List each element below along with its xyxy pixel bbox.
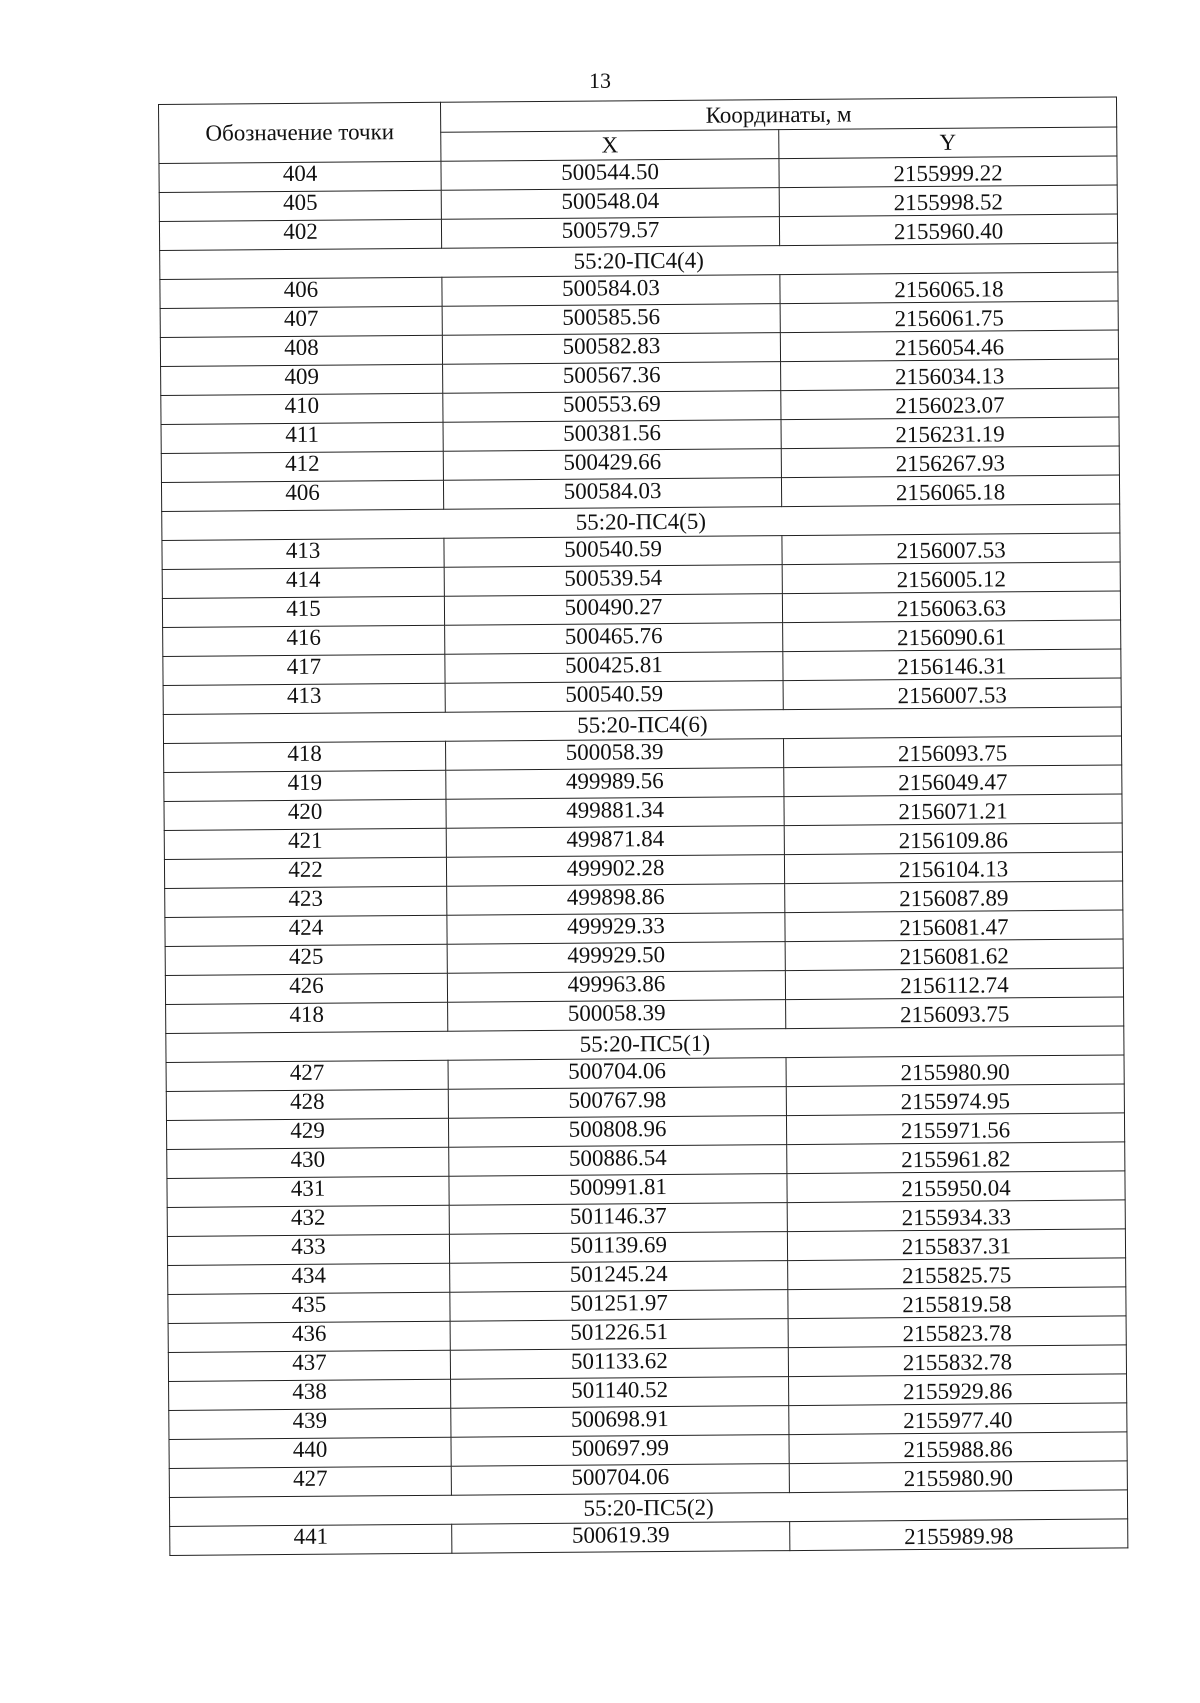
x-coordinate-cell: 501146.37 bbox=[449, 1203, 787, 1235]
y-coordinate-cell: 2156087.89 bbox=[785, 881, 1123, 913]
point-id-cell: 404 bbox=[159, 161, 441, 192]
y-coordinate-cell: 2156007.53 bbox=[783, 678, 1121, 710]
point-id-cell: 425 bbox=[165, 944, 447, 975]
x-coordinate-cell: 500058.39 bbox=[448, 1000, 786, 1032]
point-id-cell: 424 bbox=[165, 915, 447, 946]
x-coordinate-cell: 500553.69 bbox=[443, 391, 781, 423]
point-id-cell: 418 bbox=[166, 1002, 448, 1033]
x-coordinate-cell: 499989.56 bbox=[446, 768, 784, 800]
point-id-cell: 438 bbox=[169, 1379, 451, 1410]
x-coordinate-cell: 501133.62 bbox=[450, 1348, 788, 1380]
y-coordinate-cell: 2156109.86 bbox=[784, 823, 1122, 855]
point-id-cell: 421 bbox=[164, 828, 446, 859]
y-coordinate-cell: 2156007.53 bbox=[782, 533, 1120, 565]
section-label: 55:20-ПС4(5) bbox=[162, 504, 1120, 541]
y-coordinate-cell: 2155998.52 bbox=[779, 185, 1117, 217]
point-id-cell: 407 bbox=[160, 306, 442, 337]
y-coordinate-cell: 2155961.82 bbox=[787, 1142, 1125, 1174]
point-id-cell: 410 bbox=[161, 393, 443, 424]
point-id-cell: 412 bbox=[161, 451, 443, 482]
y-coordinate-cell: 2156063.63 bbox=[782, 591, 1120, 623]
y-coordinate-cell: 2156049.47 bbox=[784, 765, 1122, 797]
table-body bbox=[159, 156, 1128, 1555]
y-coordinate-cell: 2155974.95 bbox=[786, 1084, 1124, 1116]
point-id-cell: 437 bbox=[168, 1350, 450, 1381]
point-id-cell: 413 bbox=[162, 538, 444, 569]
point-id-cell: 415 bbox=[162, 596, 444, 627]
point-id-cell: 435 bbox=[168, 1292, 450, 1323]
y-coordinate-cell: 2155999.22 bbox=[779, 156, 1117, 188]
x-coordinate-cell: 501140.52 bbox=[451, 1377, 789, 1409]
y-coordinate-cell: 2156065.18 bbox=[781, 475, 1119, 507]
x-coordinate-cell: 500698.91 bbox=[451, 1406, 789, 1438]
y-coordinate-cell: 2156065.18 bbox=[780, 272, 1118, 304]
point-id-cell: 406 bbox=[161, 480, 443, 511]
x-coordinate-cell: 499881.34 bbox=[446, 797, 784, 829]
y-coordinate-cell: 2155950.04 bbox=[787, 1171, 1125, 1203]
y-coordinate-cell: 2155980.90 bbox=[786, 1055, 1124, 1087]
point-id-cell: 427 bbox=[166, 1060, 448, 1091]
x-coordinate-cell: 499871.84 bbox=[446, 826, 784, 858]
section-label: 55:20-ПС5(1) bbox=[166, 1026, 1124, 1063]
x-coordinate-cell: 500490.27 bbox=[444, 594, 782, 626]
y-coordinate-cell: 2156081.47 bbox=[785, 910, 1123, 942]
x-coordinate-cell: 501251.97 bbox=[450, 1290, 788, 1322]
y-coordinate-cell: 2156061.75 bbox=[780, 301, 1118, 333]
y-coordinate-cell: 2155819.58 bbox=[788, 1287, 1126, 1319]
x-coordinate-cell: 500425.81 bbox=[445, 652, 783, 684]
y-coordinate-cell: 2156093.75 bbox=[784, 736, 1122, 768]
y-coordinate-cell: 2156146.31 bbox=[783, 649, 1121, 681]
point-id-cell: 416 bbox=[163, 625, 445, 656]
y-coordinate-cell: 2155823.78 bbox=[788, 1316, 1126, 1348]
x-coordinate-cell: 499963.86 bbox=[447, 971, 785, 1003]
y-coordinate-cell: 2155960.40 bbox=[779, 214, 1117, 246]
x-coordinate-cell: 500886.54 bbox=[449, 1145, 787, 1177]
header-point-designation: Обозначение точки bbox=[159, 102, 441, 163]
point-id-cell: 406 bbox=[160, 277, 442, 308]
x-coordinate-cell: 501226.51 bbox=[450, 1319, 788, 1351]
x-coordinate-cell: 499898.86 bbox=[447, 884, 785, 916]
x-coordinate-cell: 500579.57 bbox=[441, 217, 779, 249]
section-label: 55:20-ПС4(6) bbox=[163, 707, 1121, 744]
point-id-cell: 440 bbox=[169, 1437, 451, 1468]
y-coordinate-cell: 2156054.46 bbox=[780, 330, 1118, 362]
point-id-cell: 428 bbox=[166, 1089, 448, 1120]
page-number: 13 bbox=[589, 68, 611, 93]
point-id-cell: 433 bbox=[167, 1234, 449, 1265]
point-id-cell: 417 bbox=[163, 654, 445, 685]
header-y: Y bbox=[779, 127, 1117, 159]
x-coordinate-cell: 500991.81 bbox=[449, 1174, 787, 1206]
table-row bbox=[170, 1519, 1128, 1556]
x-coordinate-cell: 500704.06 bbox=[451, 1464, 789, 1496]
y-coordinate-cell: 2156005.12 bbox=[782, 562, 1120, 594]
header-coordinates: Координаты, м bbox=[440, 97, 1116, 132]
point-id-cell: 411 bbox=[161, 422, 443, 453]
point-id-cell: 413 bbox=[163, 683, 445, 714]
point-id-cell: 420 bbox=[164, 799, 446, 830]
x-coordinate-cell: 500544.50 bbox=[441, 159, 779, 191]
y-coordinate-cell: 2155980.90 bbox=[789, 1461, 1127, 1493]
x-coordinate-cell: 500619.39 bbox=[452, 1522, 790, 1554]
x-coordinate-cell: 500808.96 bbox=[448, 1116, 786, 1148]
x-coordinate-cell: 499929.33 bbox=[447, 913, 785, 945]
section-label: 55:20-ПС4(4) bbox=[160, 243, 1118, 280]
x-coordinate-cell: 500539.54 bbox=[444, 565, 782, 597]
y-coordinate-cell: 2156112.74 bbox=[785, 968, 1123, 1000]
point-id-cell: 418 bbox=[164, 741, 446, 772]
table-header bbox=[159, 97, 1117, 164]
point-id-cell: 432 bbox=[167, 1205, 449, 1236]
x-coordinate-cell: 500582.83 bbox=[442, 333, 780, 365]
y-coordinate-cell: 2155971.56 bbox=[786, 1113, 1124, 1145]
point-id-cell: 405 bbox=[159, 190, 441, 221]
y-coordinate-cell: 2156231.19 bbox=[781, 417, 1119, 449]
point-id-cell: 414 bbox=[162, 567, 444, 598]
point-id-cell: 427 bbox=[169, 1466, 451, 1497]
x-coordinate-cell: 500567.36 bbox=[443, 362, 781, 394]
x-coordinate-cell: 500540.59 bbox=[444, 536, 782, 568]
y-coordinate-cell: 2156081.62 bbox=[785, 939, 1123, 971]
x-coordinate-cell: 500058.39 bbox=[446, 739, 784, 771]
point-id-cell: 422 bbox=[164, 857, 446, 888]
y-coordinate-cell: 2155989.98 bbox=[790, 1519, 1128, 1551]
section-label: 55:20-ПС5(2) bbox=[169, 1490, 1127, 1527]
x-coordinate-cell: 500585.56 bbox=[442, 304, 780, 336]
x-coordinate-cell: 500584.03 bbox=[442, 275, 780, 307]
y-coordinate-cell: 2156071.21 bbox=[784, 794, 1122, 826]
x-coordinate-cell: 501139.69 bbox=[449, 1232, 787, 1264]
point-id-cell: 441 bbox=[170, 1524, 452, 1555]
point-id-cell: 430 bbox=[167, 1147, 449, 1178]
x-coordinate-cell: 500767.98 bbox=[448, 1087, 786, 1119]
x-coordinate-cell: 500429.66 bbox=[443, 449, 781, 481]
x-coordinate-cell: 500540.59 bbox=[445, 681, 783, 713]
point-id-cell: 402 bbox=[159, 219, 441, 250]
point-id-cell: 426 bbox=[165, 973, 447, 1004]
point-id-cell: 409 bbox=[161, 364, 443, 395]
point-id-cell: 431 bbox=[167, 1176, 449, 1207]
point-id-cell: 408 bbox=[160, 335, 442, 366]
y-coordinate-cell: 2155934.33 bbox=[787, 1200, 1125, 1232]
y-coordinate-cell: 2155977.40 bbox=[789, 1403, 1127, 1435]
x-coordinate-cell: 500381.56 bbox=[443, 420, 781, 452]
y-coordinate-cell: 2156267.93 bbox=[781, 446, 1119, 478]
y-coordinate-cell: 2156104.13 bbox=[784, 852, 1122, 884]
x-coordinate-cell: 499929.50 bbox=[447, 942, 785, 974]
y-coordinate-cell: 2155825.75 bbox=[788, 1258, 1126, 1290]
y-coordinate-cell: 2156090.61 bbox=[783, 620, 1121, 652]
point-id-cell: 423 bbox=[165, 886, 447, 917]
x-coordinate-cell: 500465.76 bbox=[445, 623, 783, 655]
x-coordinate-cell: 500548.04 bbox=[441, 188, 779, 220]
point-id-cell: 419 bbox=[164, 770, 446, 801]
y-coordinate-cell: 2155832.78 bbox=[788, 1345, 1126, 1377]
x-coordinate-cell: 500704.06 bbox=[448, 1058, 786, 1090]
x-coordinate-cell: 500697.99 bbox=[451, 1435, 789, 1467]
point-id-cell: 436 bbox=[168, 1321, 450, 1352]
y-coordinate-cell: 2155929.86 bbox=[789, 1374, 1127, 1406]
point-id-cell: 439 bbox=[169, 1408, 451, 1439]
coordinates-table bbox=[158, 96, 1128, 1555]
y-coordinate-cell: 2156093.75 bbox=[786, 997, 1124, 1029]
x-coordinate-cell: 499902.28 bbox=[446, 855, 784, 887]
point-id-cell: 434 bbox=[168, 1263, 450, 1294]
point-id-cell: 429 bbox=[166, 1118, 448, 1149]
x-coordinate-cell: 500584.03 bbox=[443, 478, 781, 510]
x-coordinate-cell: 501245.24 bbox=[450, 1261, 788, 1293]
y-coordinate-cell: 2155988.86 bbox=[789, 1432, 1127, 1464]
header-x: X bbox=[441, 130, 779, 162]
y-coordinate-cell: 2156023.07 bbox=[781, 388, 1119, 420]
y-coordinate-cell: 2155837.31 bbox=[787, 1229, 1125, 1261]
y-coordinate-cell: 2156034.13 bbox=[781, 359, 1119, 391]
